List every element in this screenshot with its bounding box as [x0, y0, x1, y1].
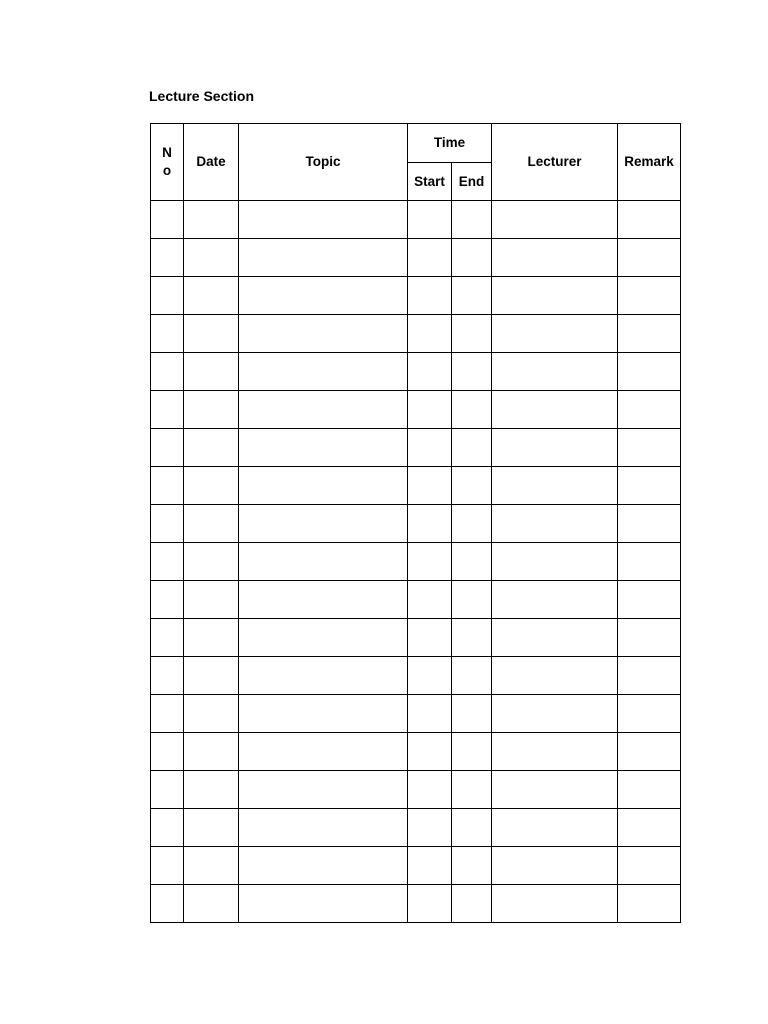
topic-cell	[239, 391, 408, 429]
table-row	[151, 771, 681, 809]
no-cell	[151, 885, 184, 923]
table-row	[151, 657, 681, 695]
no-cell	[151, 581, 184, 619]
end-cell	[452, 619, 492, 657]
remark-cell	[618, 771, 681, 809]
no-cell	[151, 429, 184, 467]
start-cell	[408, 239, 452, 277]
date-cell	[184, 847, 239, 885]
date-cell	[184, 277, 239, 315]
table-row	[151, 429, 681, 467]
remark-cell	[618, 809, 681, 847]
topic-cell	[239, 201, 408, 239]
table-row	[151, 239, 681, 277]
topic-cell	[239, 847, 408, 885]
header-remark: Remark	[618, 124, 681, 201]
topic-cell	[239, 695, 408, 733]
end-cell	[452, 277, 492, 315]
remark-cell	[618, 277, 681, 315]
remark-cell	[618, 391, 681, 429]
remark-cell	[618, 201, 681, 239]
date-cell	[184, 239, 239, 277]
lecturer-cell	[492, 809, 618, 847]
no-cell	[151, 847, 184, 885]
topic-cell	[239, 239, 408, 277]
topic-cell	[239, 505, 408, 543]
remark-cell	[618, 505, 681, 543]
end-cell	[452, 581, 492, 619]
header-no: No	[151, 124, 184, 201]
no-cell	[151, 391, 184, 429]
date-cell	[184, 809, 239, 847]
table-body	[151, 201, 681, 923]
no-cell	[151, 657, 184, 695]
lecturer-cell	[492, 391, 618, 429]
header-date: Date	[184, 124, 239, 201]
remark-cell	[618, 467, 681, 505]
topic-cell	[239, 657, 408, 695]
end-cell	[452, 543, 492, 581]
end-cell	[452, 239, 492, 277]
table-row	[151, 809, 681, 847]
topic-cell	[239, 619, 408, 657]
end-cell	[452, 695, 492, 733]
header-time: Time	[408, 124, 492, 163]
remark-cell	[618, 429, 681, 467]
start-cell	[408, 429, 452, 467]
table-row	[151, 467, 681, 505]
lecturer-cell	[492, 315, 618, 353]
lecturer-cell	[492, 771, 618, 809]
remark-cell	[618, 619, 681, 657]
end-cell	[452, 201, 492, 239]
header-lecturer: Lecturer	[492, 124, 618, 201]
end-cell	[452, 429, 492, 467]
end-cell	[452, 467, 492, 505]
remark-cell	[618, 581, 681, 619]
topic-cell	[239, 733, 408, 771]
lecturer-cell	[492, 695, 618, 733]
end-cell	[452, 885, 492, 923]
date-cell	[184, 353, 239, 391]
lecturer-cell	[492, 847, 618, 885]
no-cell	[151, 239, 184, 277]
table-row	[151, 619, 681, 657]
no-cell	[151, 771, 184, 809]
date-cell	[184, 619, 239, 657]
table-row	[151, 847, 681, 885]
lecture-table	[150, 123, 681, 923]
date-cell	[184, 885, 239, 923]
start-cell	[408, 733, 452, 771]
remark-cell	[618, 315, 681, 353]
no-cell	[151, 467, 184, 505]
lecturer-cell	[492, 619, 618, 657]
start-cell	[408, 277, 452, 315]
start-cell	[408, 847, 452, 885]
no-cell	[151, 543, 184, 581]
date-cell	[184, 391, 239, 429]
end-cell	[452, 353, 492, 391]
date-cell	[184, 695, 239, 733]
no-cell	[151, 505, 184, 543]
lecturer-cell	[492, 429, 618, 467]
remark-cell	[618, 695, 681, 733]
table-row	[151, 391, 681, 429]
topic-cell	[239, 885, 408, 923]
start-cell	[408, 581, 452, 619]
end-cell	[452, 809, 492, 847]
topic-cell	[239, 771, 408, 809]
topic-cell	[239, 429, 408, 467]
page-title: Lecture Section	[149, 88, 255, 104]
date-cell	[184, 505, 239, 543]
start-cell	[408, 619, 452, 657]
start-cell	[408, 885, 452, 923]
date-cell	[184, 733, 239, 771]
date-cell	[184, 771, 239, 809]
no-cell	[151, 277, 184, 315]
date-cell	[184, 581, 239, 619]
end-cell	[452, 733, 492, 771]
date-cell	[184, 315, 239, 353]
date-cell	[184, 467, 239, 505]
no-cell	[151, 353, 184, 391]
remark-cell	[618, 885, 681, 923]
table-row	[151, 277, 681, 315]
start-cell	[408, 467, 452, 505]
no-cell	[151, 695, 184, 733]
end-cell	[452, 847, 492, 885]
date-cell	[184, 543, 239, 581]
lecturer-cell	[492, 505, 618, 543]
remark-cell	[618, 847, 681, 885]
start-cell	[408, 657, 452, 695]
no-cell	[151, 619, 184, 657]
topic-cell	[239, 277, 408, 315]
header-topic: Topic	[239, 124, 408, 201]
lecturer-cell	[492, 239, 618, 277]
lecturer-cell	[492, 201, 618, 239]
end-cell	[452, 657, 492, 695]
table-row	[151, 543, 681, 581]
table-row	[151, 733, 681, 771]
topic-cell	[239, 581, 408, 619]
no-cell	[151, 733, 184, 771]
date-cell	[184, 201, 239, 239]
start-cell	[408, 771, 452, 809]
remark-cell	[618, 239, 681, 277]
start-cell	[408, 809, 452, 847]
topic-cell	[239, 353, 408, 391]
table-row	[151, 695, 681, 733]
start-cell	[408, 315, 452, 353]
start-cell	[408, 695, 452, 733]
lecturer-cell	[492, 543, 618, 581]
end-cell	[452, 391, 492, 429]
table-row	[151, 885, 681, 923]
header-start: Start	[408, 163, 452, 201]
table-row	[151, 505, 681, 543]
start-cell	[408, 353, 452, 391]
lecturer-cell	[492, 353, 618, 391]
no-cell	[151, 809, 184, 847]
start-cell	[408, 391, 452, 429]
date-cell	[184, 429, 239, 467]
start-cell	[408, 201, 452, 239]
topic-cell	[239, 809, 408, 847]
no-cell	[151, 315, 184, 353]
date-cell	[184, 657, 239, 695]
remark-cell	[618, 353, 681, 391]
lecturer-cell	[492, 467, 618, 505]
lecturer-cell	[492, 733, 618, 771]
topic-cell	[239, 543, 408, 581]
end-cell	[452, 505, 492, 543]
remark-cell	[618, 657, 681, 695]
end-cell	[452, 771, 492, 809]
topic-cell	[239, 467, 408, 505]
lecturer-cell	[492, 581, 618, 619]
start-cell	[408, 543, 452, 581]
lecturer-cell	[492, 657, 618, 695]
remark-cell	[618, 543, 681, 581]
table-row	[151, 581, 681, 619]
header-end: End	[452, 163, 492, 201]
start-cell	[408, 505, 452, 543]
lecturer-cell	[492, 885, 618, 923]
topic-cell	[239, 315, 408, 353]
table-row	[151, 315, 681, 353]
no-cell	[151, 201, 184, 239]
lecturer-cell	[492, 277, 618, 315]
table-row	[151, 353, 681, 391]
table-row	[151, 201, 681, 239]
remark-cell	[618, 733, 681, 771]
end-cell	[452, 315, 492, 353]
